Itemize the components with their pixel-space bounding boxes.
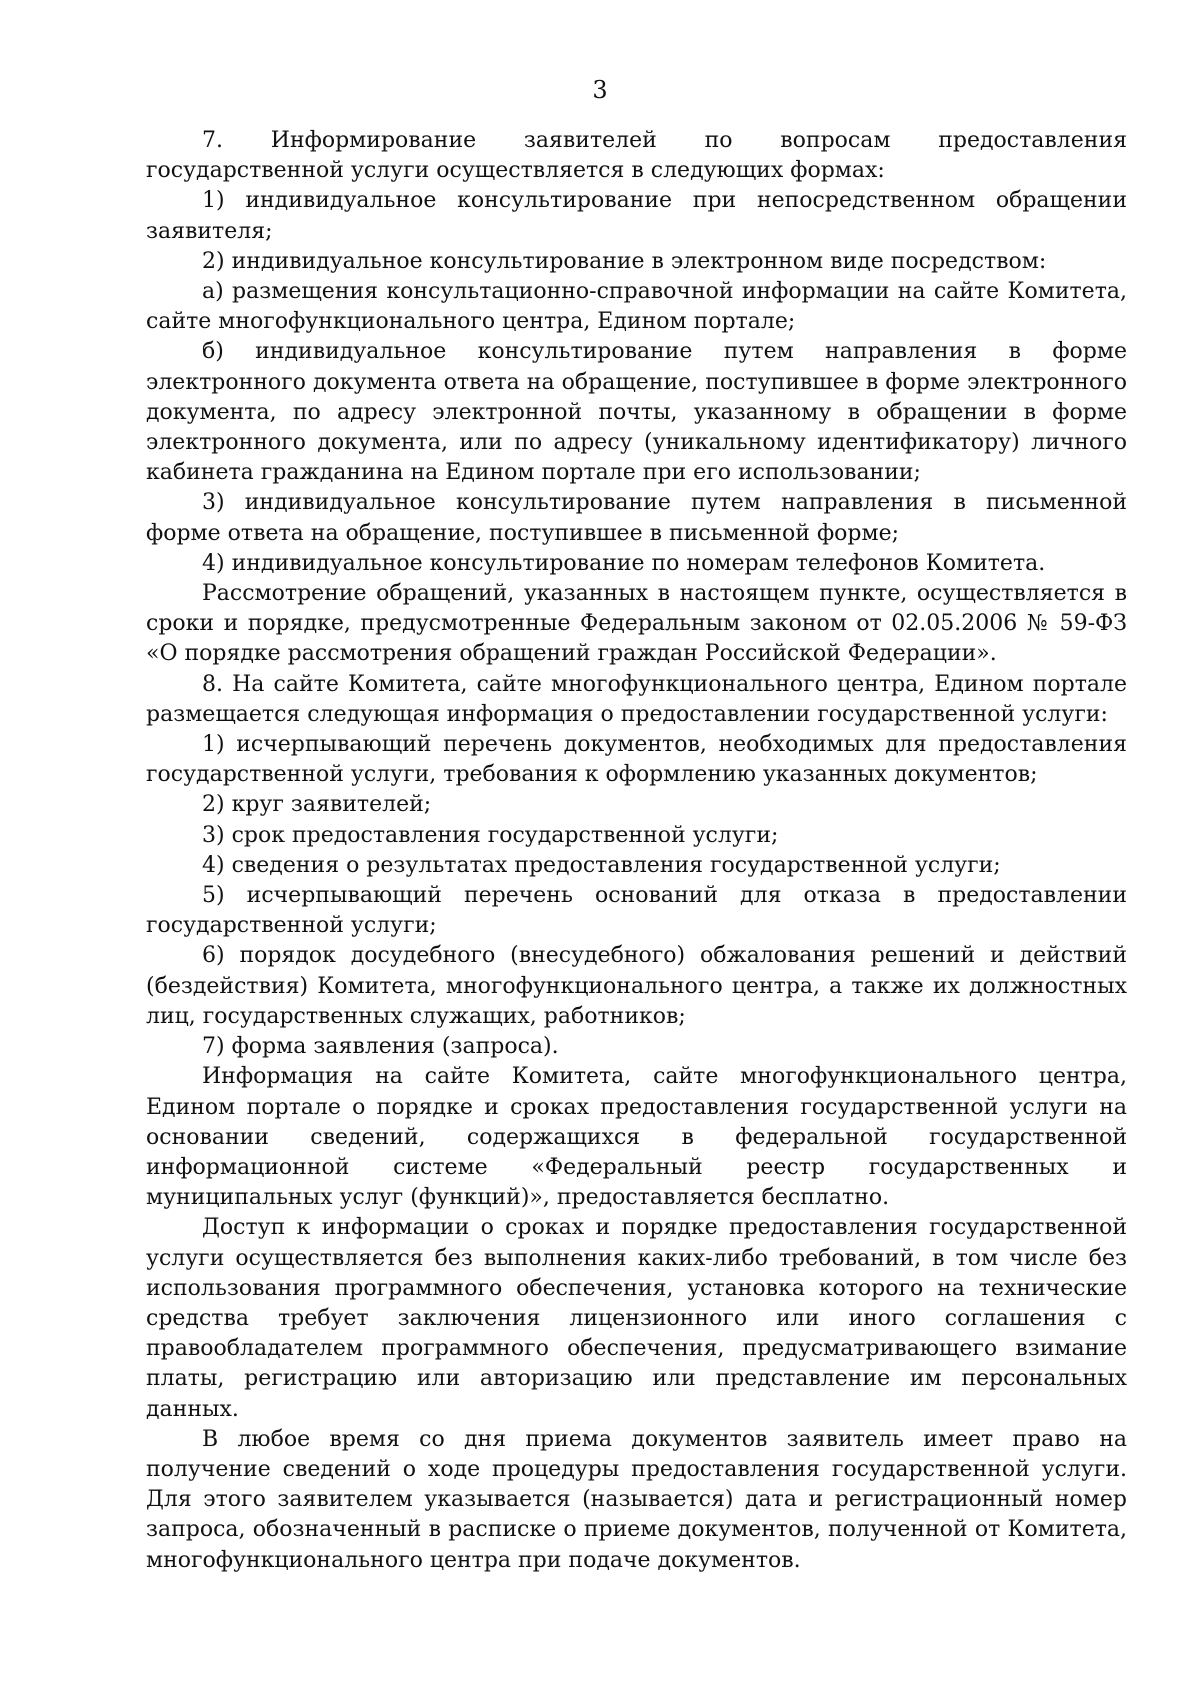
- list-item: 1) исчерпывающий перечень документов, необходимых для предоставления государственной услуги, требования к оформлению указанных документов;: [146, 732, 1127, 788]
- page-number: 3: [592, 76, 608, 104]
- paragraph: В любое время со дня приема документов заявитель имеет право на получение сведений о ходе процедуры предоставления государственной услуги. Для этого заявителем указывается (называется) дата и регистрационный номер запроса, обозначенный в расписке о приеме документов, полученной от Комитета, многофункционального центра при подаче документов.: [146, 1426, 1127, 1573]
- list-item: 4) сведения о результатах предоставления государственной услуги;: [202, 852, 1001, 878]
- document-body: [146, 126, 1127, 1576]
- paragraph-8-intro: 8. На сайте Комитета, сайте многофункционального центра, Едином портале размещается следующая информация о предоставлении государственной услуги:: [146, 671, 1127, 727]
- list-item: 3) индивидуальное консультирование путем направления в письменной форме ответа на обращение, поступившее в письменной форме;: [146, 490, 1127, 546]
- paragraph-7-intro: 7. Информирование заявителей по вопросам предоставления государственной услуги осуществляется в следующих формах:: [146, 128, 1127, 184]
- list-item: 7) форма заявления (запроса).: [202, 1034, 559, 1060]
- paragraph: Рассмотрение обращений, указанных в настоящем пункте, осуществляется в сроки и порядке, предусмотренные Федеральным законом от 02.05.2006 № 59-ФЗ «О порядке рассмотрения обращений граждан Российской Федерации».: [146, 581, 1127, 667]
- list-item: 5) исчерпывающий перечень оснований для отказа в предоставлении государственной услуги;: [146, 883, 1127, 939]
- list-item: б) индивидуальное консультирование путем направления в форме электронного документа ответа на обращение, поступившее в форме электронного документа, по адресу электронной почты, указанному в обращении в форме электронного документа, или по адресу (уникальному идентификатору) личного кабинета гражданина на Едином портале при его использовании;: [146, 339, 1127, 486]
- list-item: 4) индивидуальное консультирование по номерам телефонов Комитета.: [202, 550, 1046, 576]
- list-item: 6) порядок досудебного (внесудебного) обжалования решений и действий (бездействия) Комитета, многофункционального центра, а также их должностных лиц, государственных служащих, работников;: [146, 943, 1127, 1029]
- list-item: а) размещения консультационно-справочной информации на сайте Комитета, сайте многофункционального центра, Едином портале;: [146, 279, 1127, 335]
- paragraph: Доступ к информации о сроках и порядке предоставления государственной услуги осуществляется без выполнения каких-либо требований, в том числе без использования программного обеспечения, установка которого на технические средства требует заключения лицензионного или иного соглашения с правообладателем программного обеспечения, предусматривающего взимание платы, регистрацию или авторизацию или представление им персональных данных.: [146, 1215, 1127, 1422]
- list-item: 2) индивидуальное консультирование в электронном виде посредством:: [202, 248, 1047, 274]
- list-item: 1) индивидуальное консультирование при непосредственном обращении заявителя;: [146, 188, 1127, 244]
- list-item: 3) срок предоставления государственной услуги;: [202, 822, 779, 848]
- paragraph: Информация на сайте Комитета, сайте многофункционального центра, Едином портале о порядке и сроках предоставления государственной услуги на основании сведений, содержащихся в федеральной государственной информационной системе «Федеральный реестр государственных и муниципальных услуг (функций)», предоставляется бесплатно.: [146, 1064, 1127, 1211]
- list-item: 2) круг заявителей;: [202, 792, 432, 818]
